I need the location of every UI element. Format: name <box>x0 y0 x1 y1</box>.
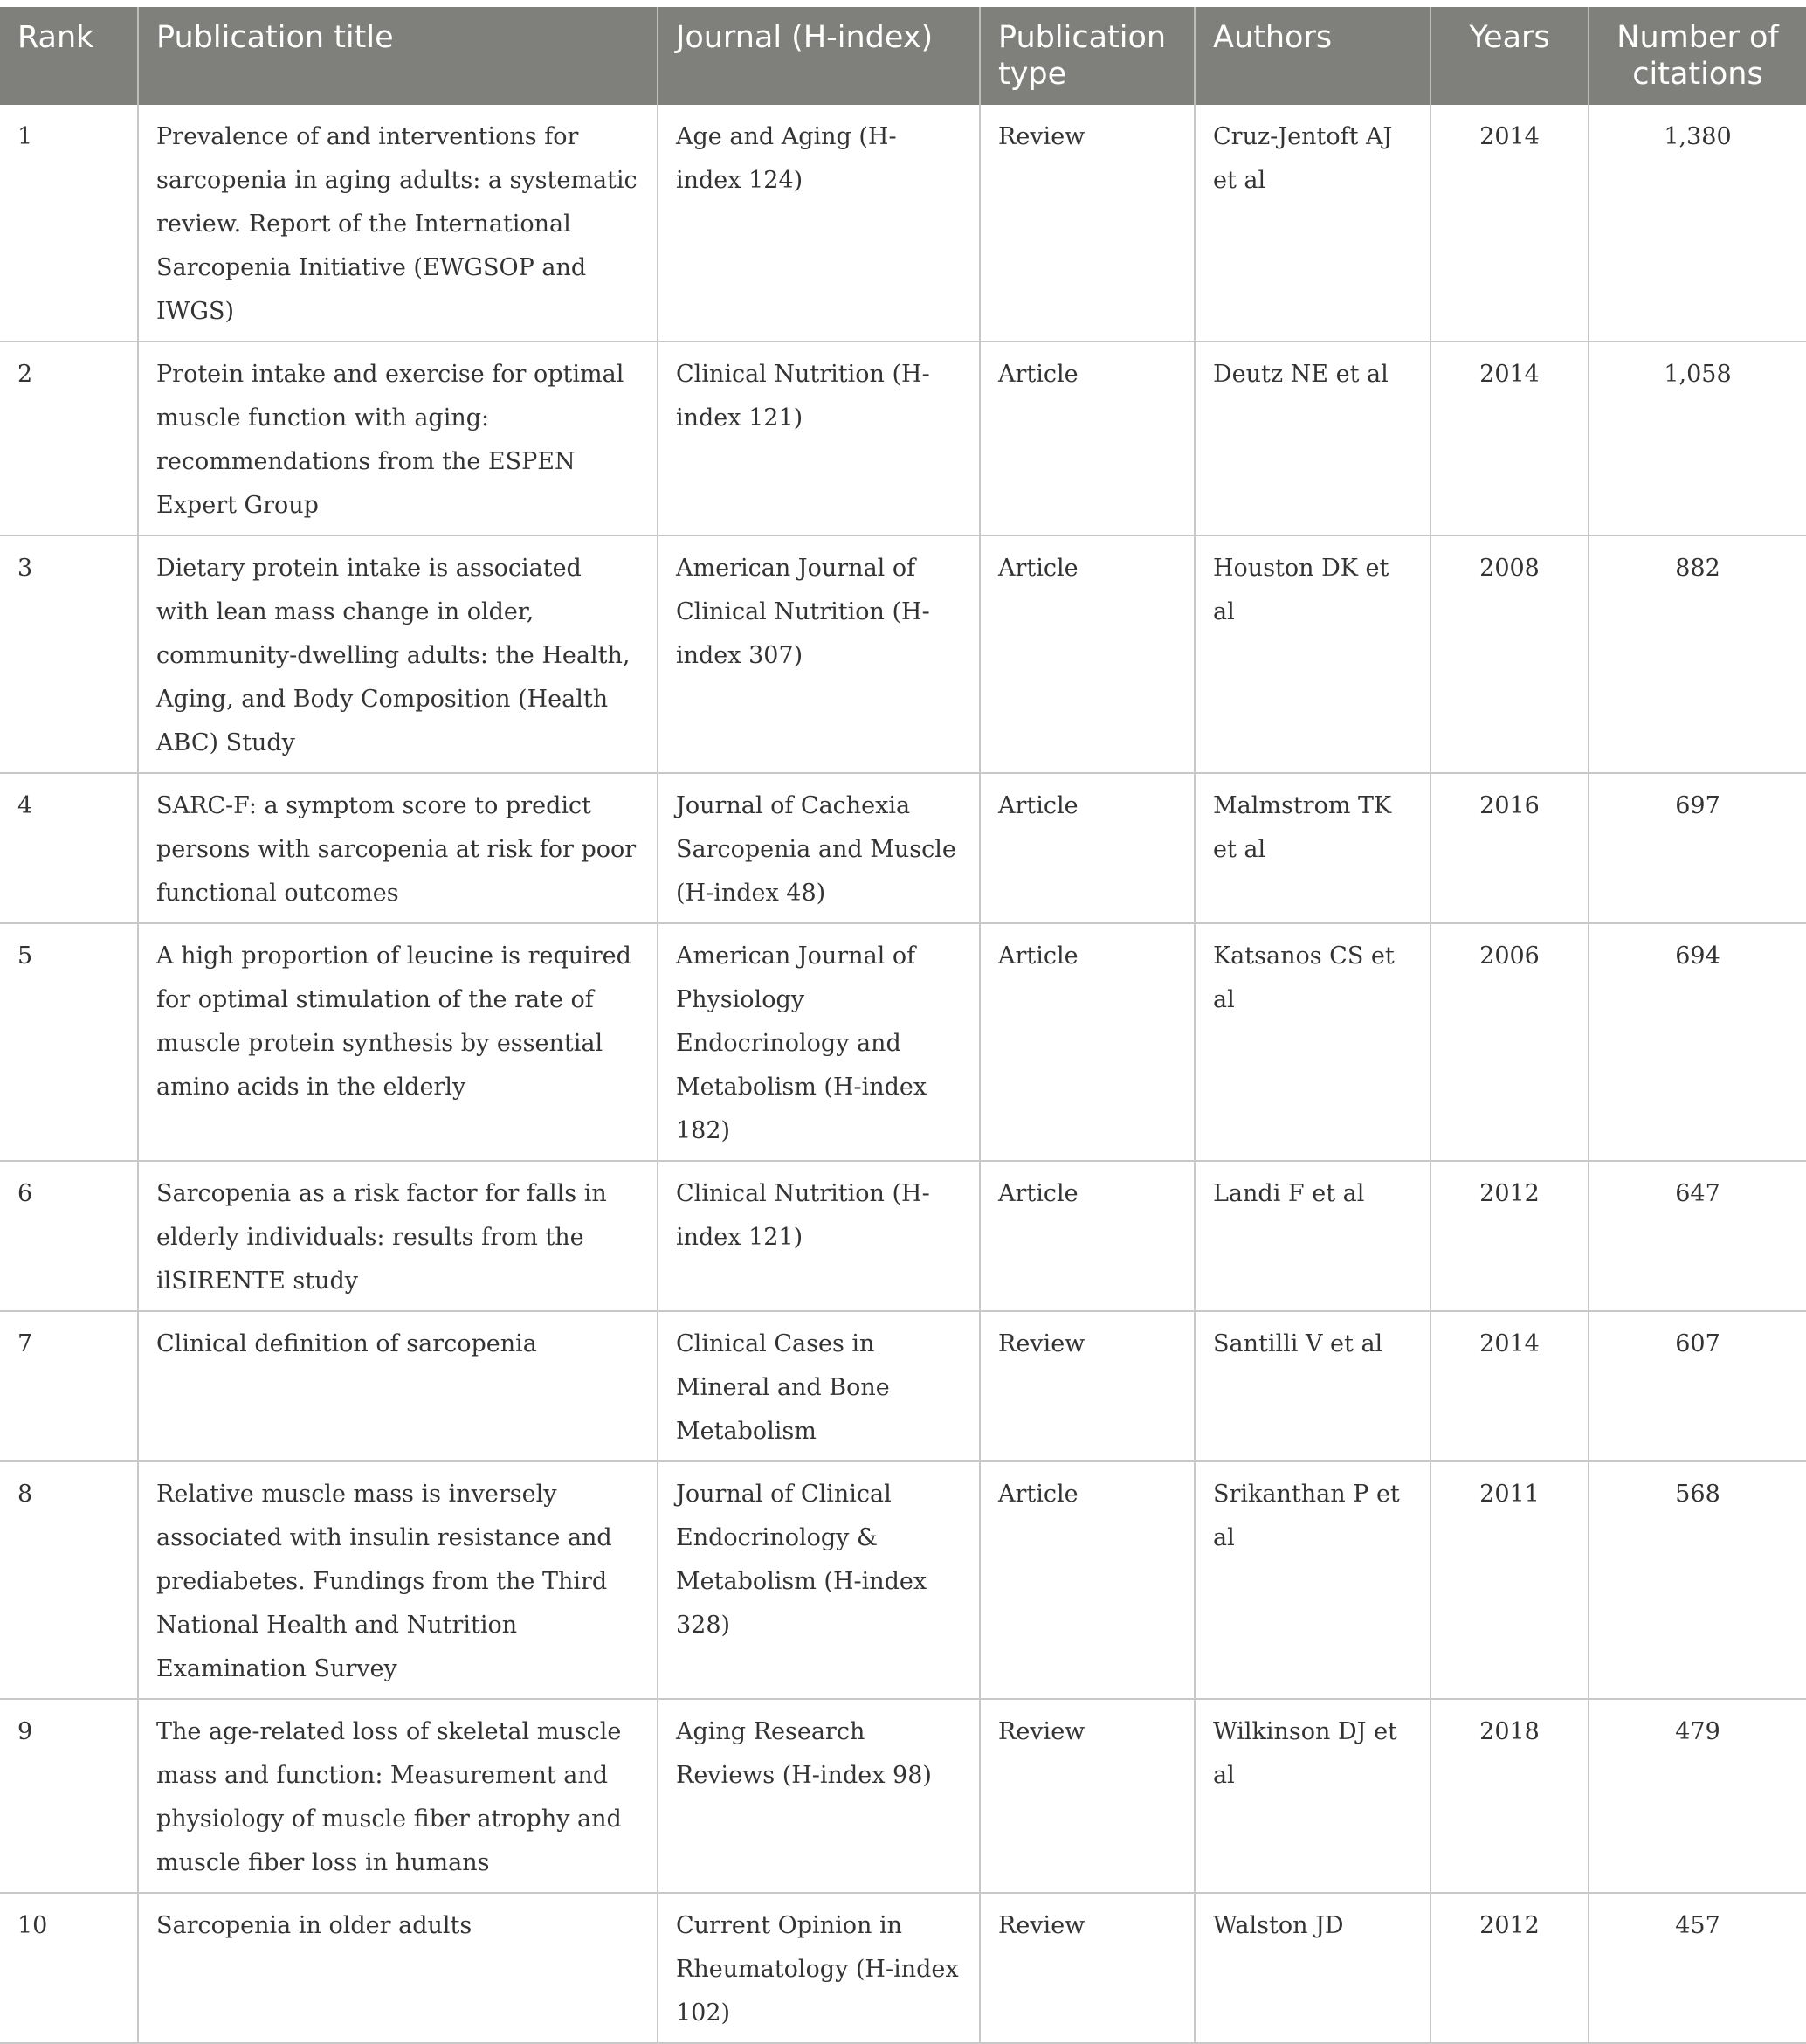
cell-year: 2014 <box>1430 105 1589 342</box>
cell-year: 2018 <box>1430 1699 1589 1893</box>
cell-type: Article <box>980 342 1195 535</box>
cell-citations: 1,380 <box>1589 105 1806 342</box>
cell-rank: 3 <box>0 535 138 773</box>
cell-type: Article <box>980 1461 1195 1699</box>
cell-rank: 8 <box>0 1461 138 1699</box>
cell-year: 2006 <box>1430 923 1589 1161</box>
cell-journal: Clinical Nutrition (H-index 121) <box>658 342 980 535</box>
cell-authors: Walston JD <box>1195 1893 1430 2043</box>
header-journal: Journal (H-index) <box>658 7 980 105</box>
cell-authors: Deutz NE et al <box>1195 342 1430 535</box>
cell-journal: Current Opinion in Rheumatology (H-index 102) <box>658 1893 980 2043</box>
cell-title: SARC-F: a symptom score to predict persons with sarcopenia at risk for poor functional outcomes <box>138 773 658 923</box>
table-header <box>0 7 1806 105</box>
header-row <box>0 7 1806 105</box>
cell-type: Review <box>980 1699 1195 1893</box>
table-row <box>0 773 1806 923</box>
cell-year: 2014 <box>1430 342 1589 535</box>
cell-rank: 2 <box>0 342 138 535</box>
cell-rank: 10 <box>0 1893 138 2043</box>
cell-title: Clinical definition of sarcopenia <box>138 1311 658 1461</box>
cell-citations: 694 <box>1589 923 1806 1161</box>
cell-year: 2012 <box>1430 1893 1589 2043</box>
cell-authors: Katsanos CS et al <box>1195 923 1430 1161</box>
header-authors: Authors <box>1195 7 1430 105</box>
cell-year: 2014 <box>1430 1311 1589 1461</box>
cell-year: 2012 <box>1430 1161 1589 1311</box>
cell-title: A high proportion of leucine is required for optimal stimulation of the rate of muscle protein synthesis by essential amino acids in the elderly <box>138 923 658 1161</box>
cell-journal: Journal of Clinical Endocrinology & Metabolism (H-index 328) <box>658 1461 980 1699</box>
table-row <box>0 1161 1806 1311</box>
cell-type: Article <box>980 535 1195 773</box>
cell-type: Review <box>980 105 1195 342</box>
cell-type: Review <box>980 1893 1195 2043</box>
cell-rank: 1 <box>0 105 138 342</box>
cell-journal: Journal of Cachexia Sarcopenia and Muscle (H-index 48) <box>658 773 980 923</box>
cell-citations: 568 <box>1589 1461 1806 1699</box>
cell-year: 2008 <box>1430 535 1589 773</box>
cell-type: Article <box>980 773 1195 923</box>
cell-rank: 6 <box>0 1161 138 1311</box>
cell-citations: 697 <box>1589 773 1806 923</box>
cell-title: Relative muscle mass is inversely associated with insulin resistance and prediabetes. Fundings from the Third National Health and Nutrition Examination Survey <box>138 1461 658 1699</box>
header-years: Years <box>1430 7 1589 105</box>
cell-authors: Landi F et al <box>1195 1161 1430 1311</box>
cell-authors: Srikanthan P et al <box>1195 1461 1430 1699</box>
cell-authors: Santilli V et al <box>1195 1311 1430 1461</box>
cell-year: 2016 <box>1430 773 1589 923</box>
table-row <box>0 1893 1806 2043</box>
cell-title: Prevalence of and interventions for sarcopenia in aging adults: a systematic review. Report of the International Sarcopenia Initiative (EWGSOP and IWGS) <box>138 105 658 342</box>
table-row <box>0 535 1806 773</box>
cell-rank: 9 <box>0 1699 138 1893</box>
table-row <box>0 1699 1806 1893</box>
cell-citations: 882 <box>1589 535 1806 773</box>
cell-authors: Malmstrom TK et al <box>1195 773 1430 923</box>
cell-citations: 479 <box>1589 1699 1806 1893</box>
cell-title: The age-related loss of skeletal muscle mass and function: Measurement and physiology of muscle fiber atrophy and muscle fiber loss in humans <box>138 1699 658 1893</box>
cell-title: Sarcopenia in older adults <box>138 1893 658 2043</box>
header-citations: Number of citations <box>1589 7 1806 105</box>
header-type: Publication type <box>980 7 1195 105</box>
cell-type: Review <box>980 1311 1195 1461</box>
cell-title: Protein intake and exercise for optimal muscle function with aging: recommendations from the ESPEN Expert Group <box>138 342 658 535</box>
cell-citations: 647 <box>1589 1161 1806 1311</box>
header-title: Publication title <box>138 7 658 105</box>
cell-rank: 7 <box>0 1311 138 1461</box>
cell-rank: 4 <box>0 773 138 923</box>
cell-journal: American Journal of Physiology Endocrinology and Metabolism (H-index 182) <box>658 923 980 1161</box>
cell-year: 2011 <box>1430 1461 1589 1699</box>
cell-type: Article <box>980 1161 1195 1311</box>
header-rank: Rank <box>0 7 138 105</box>
cell-journal: American Journal of Clinical Nutrition (H-index 307) <box>658 535 980 773</box>
table-body <box>0 105 1806 2043</box>
cell-type: Article <box>980 923 1195 1161</box>
publications-table-container <box>0 7 1806 2044</box>
table-row <box>0 1311 1806 1461</box>
table-row <box>0 1461 1806 1699</box>
publications-table <box>0 7 1806 2044</box>
table-row <box>0 105 1806 342</box>
cell-journal: Clinical Cases in Mineral and Bone Metabolism <box>658 1311 980 1461</box>
cell-authors: Cruz-Jentoft AJ et al <box>1195 105 1430 342</box>
cell-journal: Aging Research Reviews (H-index 98) <box>658 1699 980 1893</box>
cell-citations: 607 <box>1589 1311 1806 1461</box>
cell-rank: 5 <box>0 923 138 1161</box>
cell-journal: Age and Aging (H-index 124) <box>658 105 980 342</box>
cell-authors: Wilkinson DJ et al <box>1195 1699 1430 1893</box>
cell-citations: 1,058 <box>1589 342 1806 535</box>
cell-citations: 457 <box>1589 1893 1806 2043</box>
cell-authors: Houston DK et al <box>1195 535 1430 773</box>
cell-journal: Clinical Nutrition (H-index 121) <box>658 1161 980 1311</box>
cell-title: Sarcopenia as a risk factor for falls in elderly individuals: results from the ilSIRENTE study <box>138 1161 658 1311</box>
cell-title: Dietary protein intake is associated with lean mass change in older, community-dwelling adults: the Health, Aging, and Body Composition (Health ABC) Study <box>138 535 658 773</box>
table-row <box>0 923 1806 1161</box>
table-row <box>0 342 1806 535</box>
